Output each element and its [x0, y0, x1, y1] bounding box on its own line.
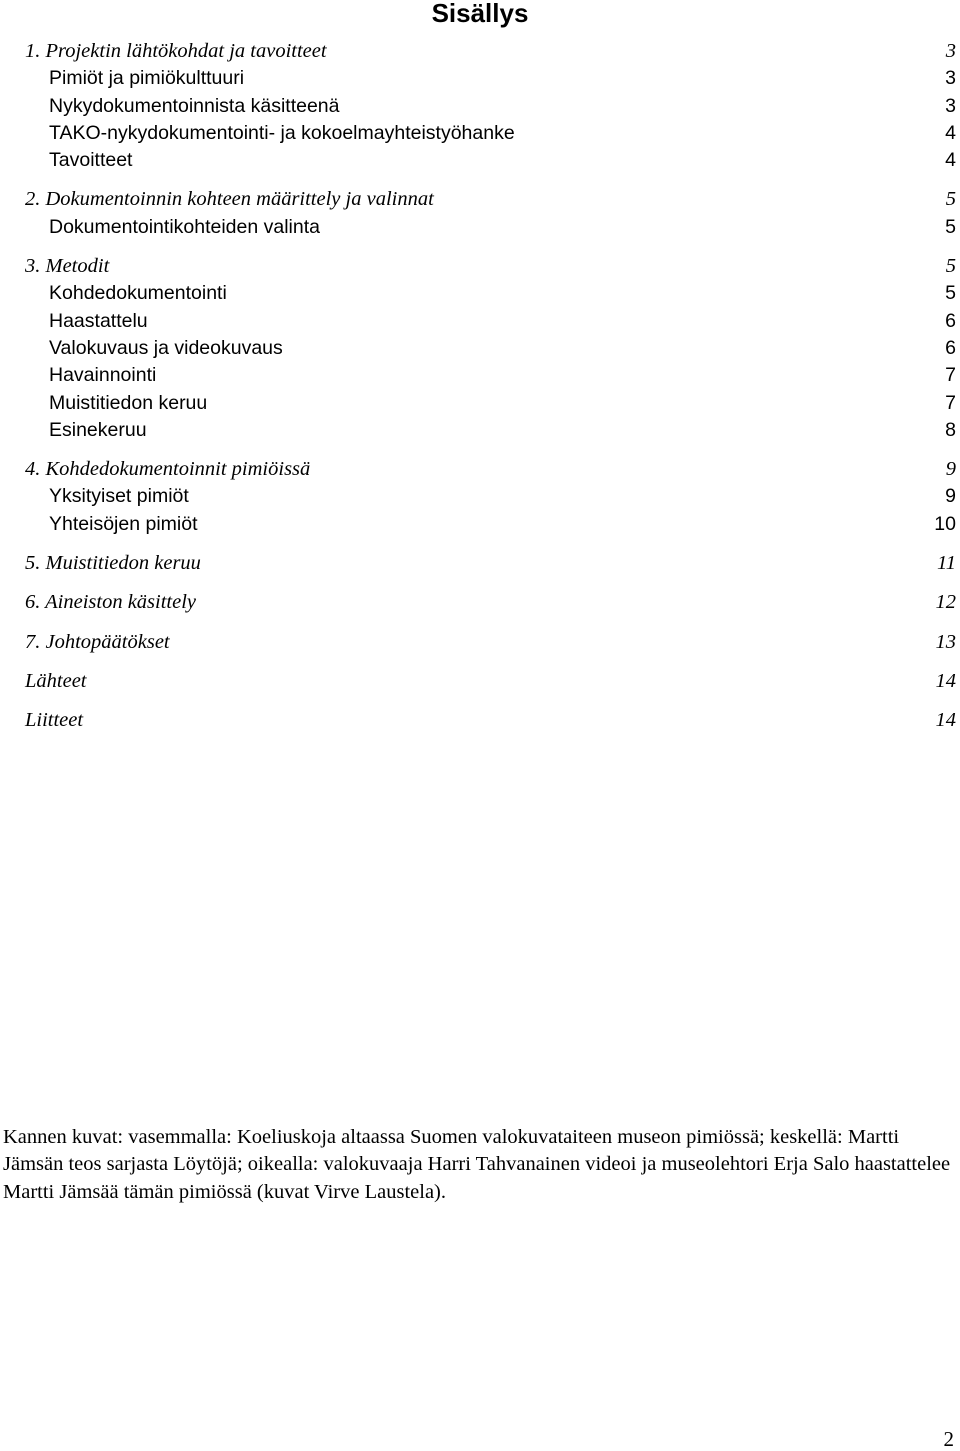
toc-section: [25, 38, 956, 174]
toc-entry-text: Kohdedokumentointi: [49, 282, 227, 305]
toc-heading-text: 4. Kohdedokumentoinnit pimiöissä: [25, 458, 311, 481]
toc-heading-page-number: 13: [935, 630, 956, 653]
toc-heading-text: 6. Aineiston käsittely: [25, 591, 196, 614]
toc-entry-page-number: 6: [945, 336, 956, 359]
toc-entry[interactable]: [25, 335, 956, 362]
toc-entry-page-number: 3: [945, 94, 956, 117]
toc-section: [25, 550, 956, 577]
toc-heading[interactable]: [25, 589, 956, 616]
toc-entry-page-number: 7: [945, 391, 956, 414]
toc-heading-page-number: 5: [945, 255, 956, 278]
page-title: Sisällys: [431, 0, 529, 28]
toc-entry[interactable]: [25, 147, 956, 174]
toc-entry[interactable]: [25, 65, 956, 92]
toc-entry-text: Nykydokumentoinnista käsitteenä: [49, 94, 340, 117]
toc-section: [25, 629, 956, 656]
toc-entry-text: Muistitiedon keruu: [49, 391, 208, 414]
toc-entry-text: Haastattelu: [49, 309, 148, 332]
page-number: 2: [943, 1427, 954, 1451]
toc-heading-page-number: 14: [935, 669, 956, 692]
toc-entry-page-number: 4: [945, 121, 956, 144]
toc-entry[interactable]: [25, 417, 956, 444]
toc-entry-page-number: 3: [945, 67, 956, 90]
toc-entry-text: Dokumentointikohteiden valinta: [49, 215, 321, 238]
toc-heading-text: Lähteet: [25, 669, 87, 692]
toc-heading-text: 3. Metodit: [25, 255, 110, 278]
toc-heading[interactable]: [25, 668, 956, 695]
toc-heading-page-number: 11: [937, 552, 956, 575]
toc-entry-text: TAKO-nykydokumentointi- ja kokoelmayhteistyöhanke: [49, 121, 515, 144]
toc-heading[interactable]: [25, 456, 956, 483]
toc-heading[interactable]: [25, 629, 956, 656]
toc-entry-text: Tavoitteet: [49, 149, 133, 172]
toc-heading-page-number: 9: [945, 458, 956, 481]
toc-entry-text: Yksityiset pimiöt: [49, 485, 189, 508]
toc-heading-page-number: 14: [935, 709, 956, 732]
toc-heading[interactable]: [25, 253, 956, 280]
toc-heading[interactable]: [25, 186, 956, 213]
toc-heading[interactable]: [25, 550, 956, 577]
toc-entry-text: Yhteisöjen pimiöt: [49, 512, 198, 535]
toc-entry-page-number: 4: [945, 149, 956, 172]
toc-section: [25, 589, 956, 616]
toc-heading-text: 2. Dokumentoinnin kohteen määrittely ja valinnat: [25, 188, 434, 211]
toc-entry-page-number: 7: [945, 364, 956, 387]
toc-entry-page-number: 5: [945, 282, 956, 305]
toc-entry[interactable]: [25, 93, 956, 120]
toc-entry[interactable]: [25, 214, 956, 241]
toc-entry-text: Pimiöt ja pimiökulttuuri: [49, 67, 245, 90]
table-of-contents: [25, 38, 956, 747]
toc-heading-page-number: 3: [945, 40, 956, 62]
cover-caption: Kannen kuvat: vasemmalla: Koeliuskoja altaassa Suomen valokuvataiteen museon pimiössä; keskellä: Martti Jämsän teos sarjasta Löytöjä; oikealla: valokuvaaja Harri Tahvanainen videoi ja museolehtori Erja Salo haastattelee Martti Jämsää tämän pimiössä (kuvat Virve Laustela).: [3, 1126, 951, 1203]
toc-entry[interactable]: [25, 483, 956, 510]
toc-entry-page-number: 5: [945, 215, 956, 238]
toc-section: [25, 707, 956, 734]
toc-entry[interactable]: [25, 280, 956, 307]
toc-entry-page-number: 8: [945, 418, 956, 441]
toc-entry[interactable]: [25, 120, 956, 147]
toc-heading[interactable]: [25, 38, 956, 65]
toc-heading-text: 1. Projektin lähtökohdat ja tavoitteet: [25, 40, 327, 62]
toc-heading-text: Liitteet: [25, 709, 84, 732]
toc-section: [25, 253, 956, 444]
toc-heading-text: 7. Johtopäätökset: [25, 630, 170, 653]
toc-entry[interactable]: [25, 362, 956, 389]
toc-entry[interactable]: [25, 511, 956, 538]
toc-heading-page-number: 5: [945, 188, 956, 211]
toc-entry-page-number: 10: [934, 512, 956, 535]
toc-heading-text: 5. Muistitiedon keruu: [25, 552, 201, 575]
toc-section: [25, 668, 956, 695]
toc-entry-text: Esinekeruu: [49, 418, 147, 441]
toc-heading[interactable]: [25, 707, 956, 734]
toc-entry[interactable]: [25, 390, 956, 417]
toc-entry-page-number: 6: [945, 309, 956, 332]
toc-section: [25, 186, 956, 241]
toc-entry-page-number: 9: [945, 485, 956, 508]
toc-entry-text: Havainnointi: [49, 364, 157, 387]
toc-section: [25, 456, 956, 538]
toc-entry-text: Valokuvaus ja videokuvaus: [49, 336, 283, 359]
toc-entry[interactable]: [25, 308, 956, 335]
toc-heading-page-number: 12: [935, 591, 956, 614]
